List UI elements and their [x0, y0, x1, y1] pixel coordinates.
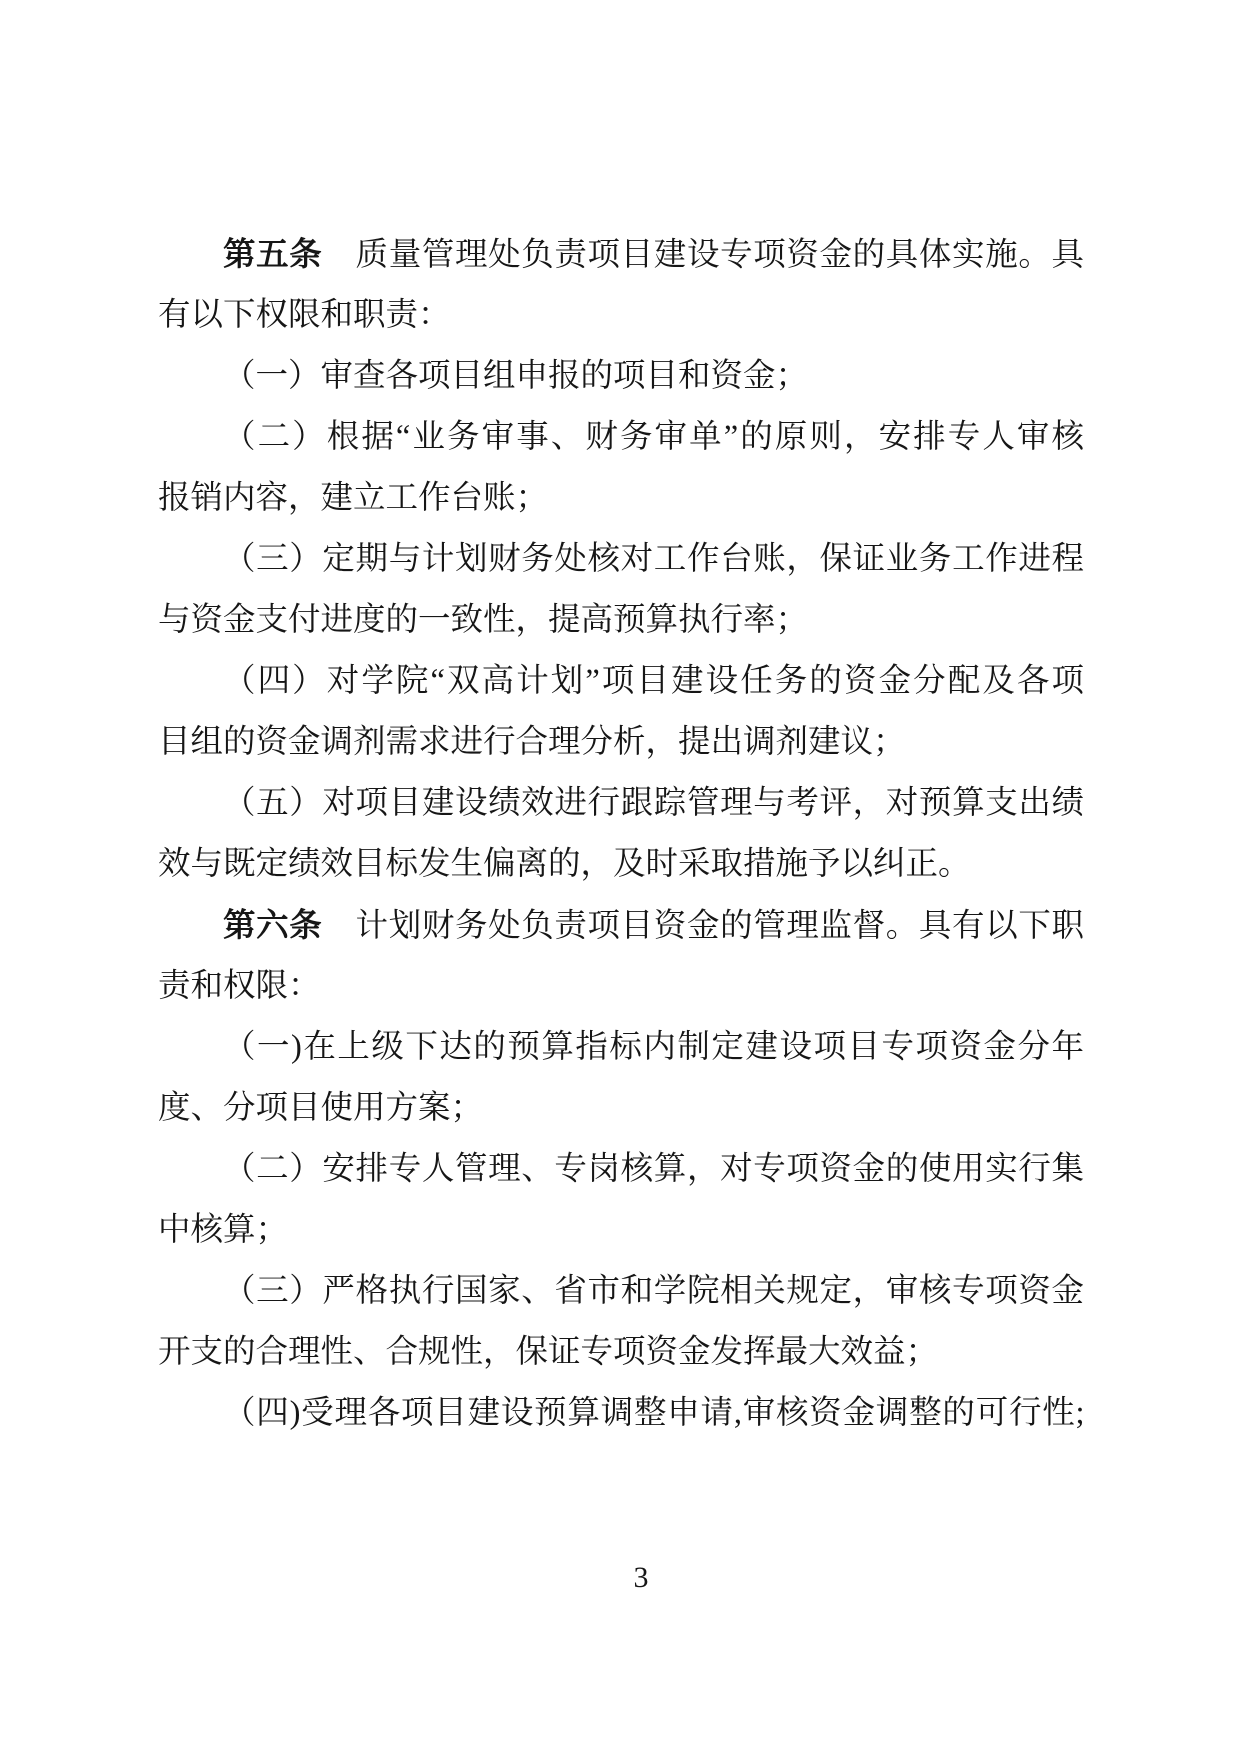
text-run: 效与既定绩效目标发生偏离的，及时采取措施予以纠正。: [158, 846, 971, 882]
document-line: [158, 1139, 1084, 1200]
text-run: 目组的资金调剂需求进行合理分析，提出调剂建议；: [158, 724, 906, 760]
document-line: [158, 651, 1084, 712]
document-line: [158, 1261, 1084, 1322]
page-number: 3: [633, 1561, 649, 1594]
text-run: （五）对项目建设绩效进行跟踪管理与考评，对预算支出绩: [223, 785, 1084, 821]
text-run: （一)在上级下达的预算指标内制定建设项目专项资金分年: [223, 1029, 1084, 1065]
text-run: 与资金支付进度的一致性，提高预算执行率；: [158, 602, 809, 638]
document-line: [158, 224, 1084, 285]
document-line: [158, 956, 1084, 1017]
text-run: 报销内容，建立工作台账；: [158, 480, 549, 516]
document-line: [158, 407, 1084, 468]
text-run: 中核算；: [158, 1212, 289, 1248]
document-line: [158, 590, 1084, 651]
text-run: （二）根据“业务审事、财务审单”的原则，安排专人审核: [223, 419, 1084, 455]
document-line: [158, 1017, 1084, 1078]
document-line: [158, 468, 1084, 529]
text-run: （三）定期与计划财务处核对工作台账，保证业务工作进程: [223, 541, 1084, 577]
text-block: [158, 224, 1084, 1444]
text-run: 质量管理处负责项目建设专项资金的具体实施。具: [322, 237, 1084, 273]
document-line: [158, 834, 1084, 895]
document-line: [158, 1200, 1084, 1261]
text-run: 责和权限：: [158, 968, 321, 1004]
text-run: 有以下权限和职责：: [158, 297, 451, 333]
document-line: [158, 529, 1084, 590]
document-line: [158, 773, 1084, 834]
document-line: [158, 712, 1084, 773]
text-run: （二）安排专人管理、专岗核算，对专项资金的使用实行集: [223, 1151, 1084, 1187]
article-number: 第五条: [223, 236, 323, 272]
document-line: [158, 1078, 1084, 1139]
text-run: （四）对学院“双高计划”项目建设任务的资金分配及各项: [223, 663, 1084, 699]
article-number: 第六条: [223, 907, 323, 943]
document-line: [158, 285, 1084, 346]
text-run: 计划财务处负责项目资金的管理监督。具有以下职: [322, 908, 1084, 944]
text-run: （四)受理各项目建设预算调整申请,审核资金调整的可行性;: [223, 1395, 1084, 1431]
document-line: [158, 1383, 1084, 1444]
document-line: [158, 1322, 1084, 1383]
text-run: 度、分项目使用方案；: [158, 1090, 484, 1126]
text-run: （三）严格执行国家、省市和学院相关规定，审核专项资金: [223, 1273, 1084, 1309]
text-run: （一）审查各项目组申报的项目和资金；: [223, 358, 809, 394]
document-line: [158, 346, 1084, 407]
text-run: 开支的合理性、合规性，保证专项资金发挥最大效益；: [158, 1334, 939, 1370]
document-line: [158, 895, 1084, 956]
